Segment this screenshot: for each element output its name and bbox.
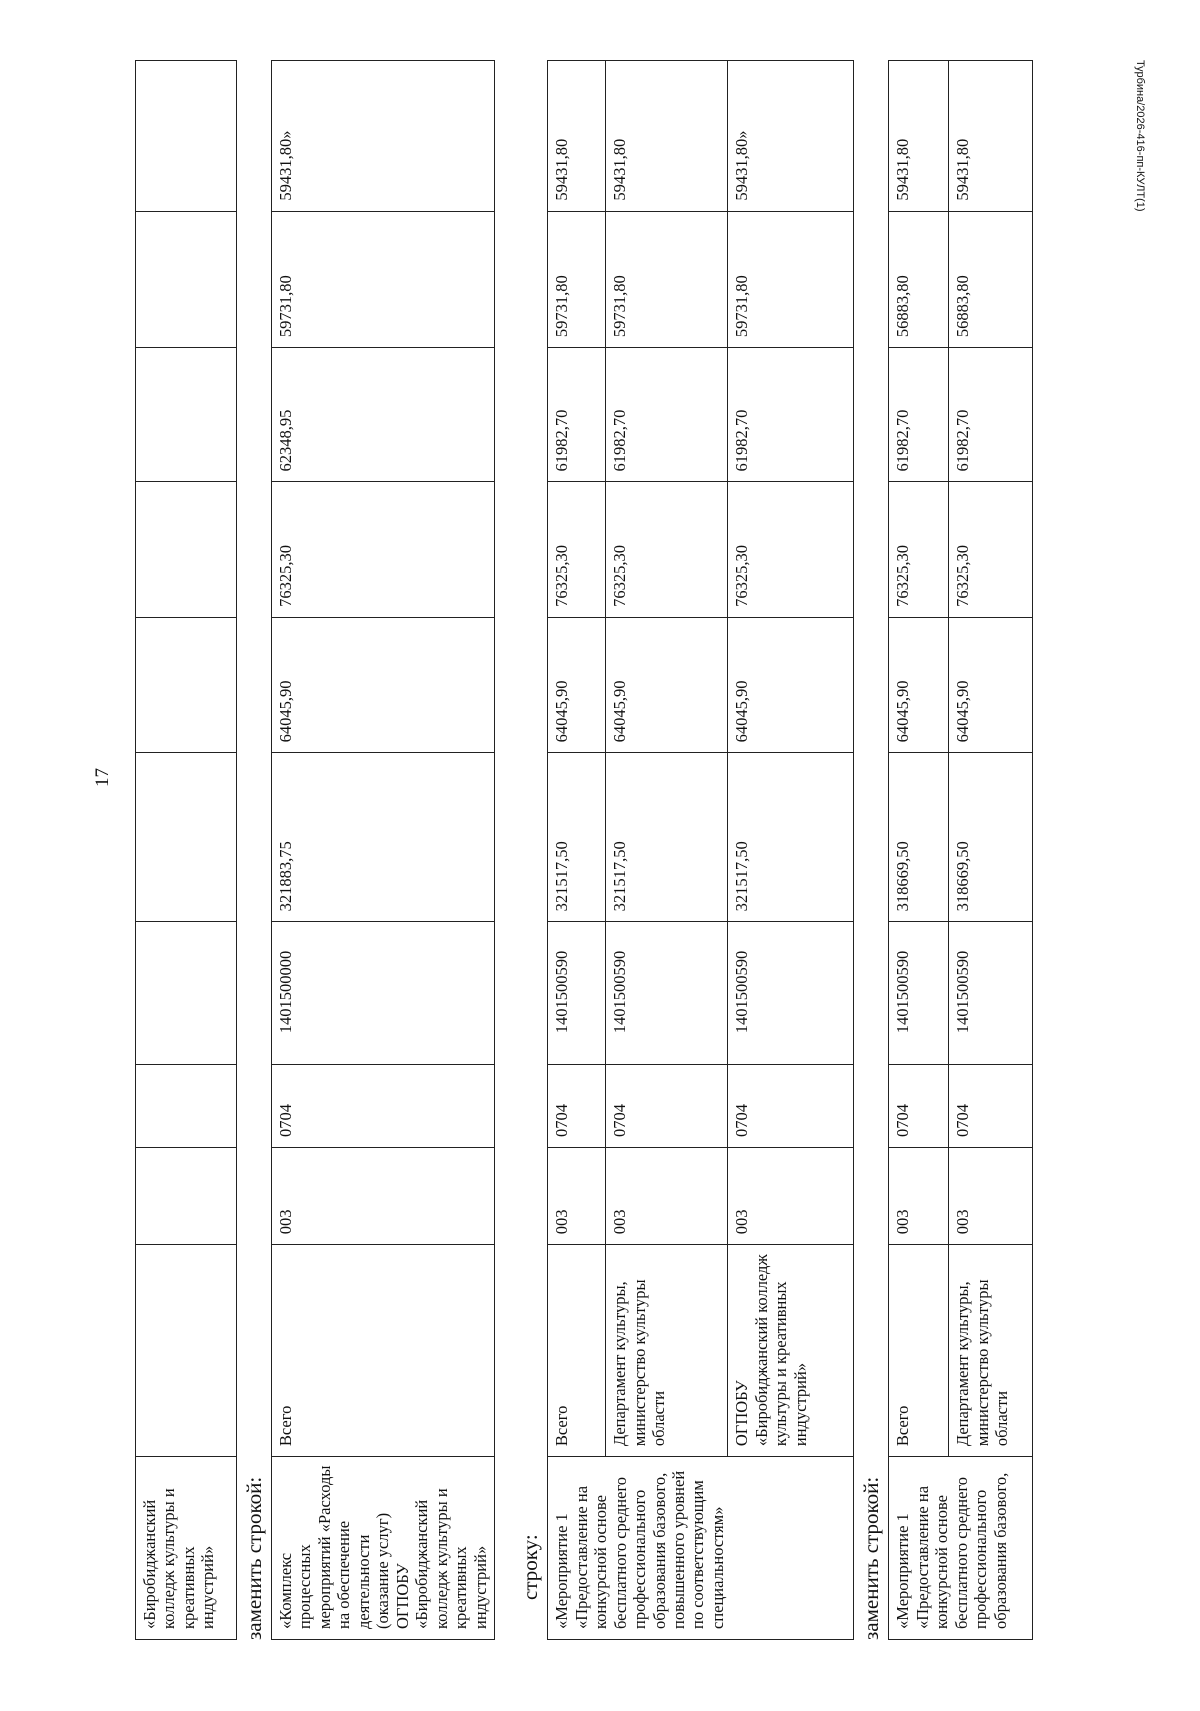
cell-csr: 1401500590 (606, 922, 728, 1064)
cell-year: 61982,70 (606, 348, 728, 482)
cell-year: 61982,70 (728, 348, 854, 482)
cell-year: 76325,30 (606, 482, 728, 617)
cell-year: 64045,90 (949, 617, 1033, 752)
cell-rzpr: 0704 (728, 1064, 854, 1147)
cell-csr: 1401500590 (548, 922, 606, 1064)
cell-grbs (136, 1148, 237, 1245)
instruction-caption: заменить строкой: (242, 1476, 266, 1640)
cell-year: 64045,90 (272, 617, 495, 752)
cell-total: 321517,50 (606, 753, 728, 922)
cell-total: 318669,50 (889, 753, 949, 922)
cell-grbs: 003 (272, 1148, 495, 1245)
instruction-caption: заменить строкой: (859, 1476, 884, 1640)
cell-name: «Мероприятие 1 «Предоставление на конкурсной основе бесплатного среднего профессионального образования базового, повышенного уровней по соответствующим специальностям» (548, 1457, 854, 1640)
cell-rzpr: 0704 (949, 1064, 1033, 1147)
footer-doc-code: Турбина/2026-416-пп-КУЛТ(1) (1134, 60, 1146, 212)
cell-rzpr: 0704 (606, 1064, 728, 1147)
cell-executor: ОГПОБУ «Биробиджанский колледж культуры и креативных индустрий» (728, 1245, 854, 1457)
cell-total: 321517,50 (728, 753, 854, 922)
cell-year: 76325,30 (548, 482, 606, 617)
cell-year: 56883,80 (889, 211, 949, 348)
cell-rzpr (136, 1064, 237, 1147)
cell-year: 59431,80 (606, 61, 728, 212)
cell-total: 318669,50 (949, 753, 1033, 922)
cell-rzpr: 0704 (548, 1064, 606, 1147)
cell-csr: 1401500000 (272, 922, 495, 1064)
cell-executor (136, 1245, 237, 1457)
cell-year (136, 348, 237, 482)
rotated-page-content (135, 60, 1145, 1640)
cell-total (136, 753, 237, 922)
cell-year: 64045,90 (548, 617, 606, 752)
cell-year: 59431,80» (728, 61, 854, 212)
cell-year (136, 617, 237, 752)
instruction-caption: строку: (518, 1534, 543, 1600)
table-replacement-complex (271, 60, 495, 1640)
cell-year: 64045,90 (606, 617, 728, 752)
cell-year: 61982,70 (949, 348, 1033, 482)
cell-year: 61982,70 (548, 348, 606, 482)
cell-year: 61982,70 (889, 348, 949, 482)
cell-year: 59731,80 (548, 211, 606, 348)
cell-total: 321883,75 (272, 753, 495, 922)
cell-executor: Департамент культуры, министерство культуры области (606, 1245, 728, 1457)
cell-year: 59431,80 (949, 61, 1033, 212)
cell-year: 59431,80 (889, 61, 949, 212)
cell-name: «Биробиджанский колледж культуры и креативных индустрий» (136, 1457, 237, 1640)
table-row (272, 61, 495, 1640)
cell-year: 59731,80 (728, 211, 854, 348)
cell-executor: Всего (548, 1245, 606, 1457)
cell-rzpr: 0704 (889, 1064, 949, 1147)
cell-year: 76325,30 (889, 482, 949, 617)
cell-total: 321517,50 (548, 753, 606, 922)
table-row (548, 61, 606, 1640)
cell-grbs: 003 (889, 1148, 949, 1245)
cell-year (136, 61, 237, 212)
cell-csr: 1401500590 (949, 922, 1033, 1064)
cell-csr: 1401500590 (728, 922, 854, 1064)
cell-year: 64045,90 (728, 617, 854, 752)
cell-year (136, 482, 237, 617)
cell-name: «Комплекс процессных мероприятий «Расходы на обеспечение деятельности (оказание услуг) ОГПОБУ «Биробиджанский колледж культуры и креативных индустрий» (272, 1457, 495, 1640)
cell-year: 76325,30 (949, 482, 1033, 617)
cell-year: 56883,80 (949, 211, 1033, 348)
cell-executor: Всего (272, 1245, 495, 1457)
cell-name: «Мероприятие 1 «Предоставление на конкурсной основе бесплатного среднего профессионального образования базового, (889, 1457, 1033, 1640)
cell-executor: Департамент культуры, министерство культуры области (949, 1245, 1033, 1457)
cell-grbs: 003 (728, 1148, 854, 1245)
table-row (606, 61, 728, 1640)
table-original-measure (547, 60, 854, 1640)
cell-year (136, 211, 237, 348)
cell-grbs: 003 (949, 1148, 1033, 1245)
cell-executor: Всего (889, 1245, 949, 1457)
cell-year: 76325,30 (272, 482, 495, 617)
cell-year: 59731,80 (606, 211, 728, 348)
table-row (728, 61, 854, 1640)
cell-grbs: 003 (548, 1148, 606, 1245)
table-row (136, 61, 237, 1640)
table-row (949, 61, 1033, 1640)
cell-year: 76325,30 (728, 482, 854, 617)
page-number: 17 (92, 768, 113, 787)
table-row (889, 61, 949, 1640)
cell-year: 62348,95 (272, 348, 495, 482)
cell-year: 59431,80» (272, 61, 495, 212)
table-previous-fragment (135, 60, 237, 1640)
cell-year: 59731,80 (272, 211, 495, 348)
cell-year: 64045,90 (889, 617, 949, 752)
cell-year: 59431,80 (548, 61, 606, 212)
table-replacement-measure (888, 60, 1033, 1640)
cell-rzpr: 0704 (272, 1064, 495, 1147)
cell-csr (136, 922, 237, 1064)
cell-csr: 1401500590 (889, 922, 949, 1064)
cell-grbs: 003 (606, 1148, 728, 1245)
